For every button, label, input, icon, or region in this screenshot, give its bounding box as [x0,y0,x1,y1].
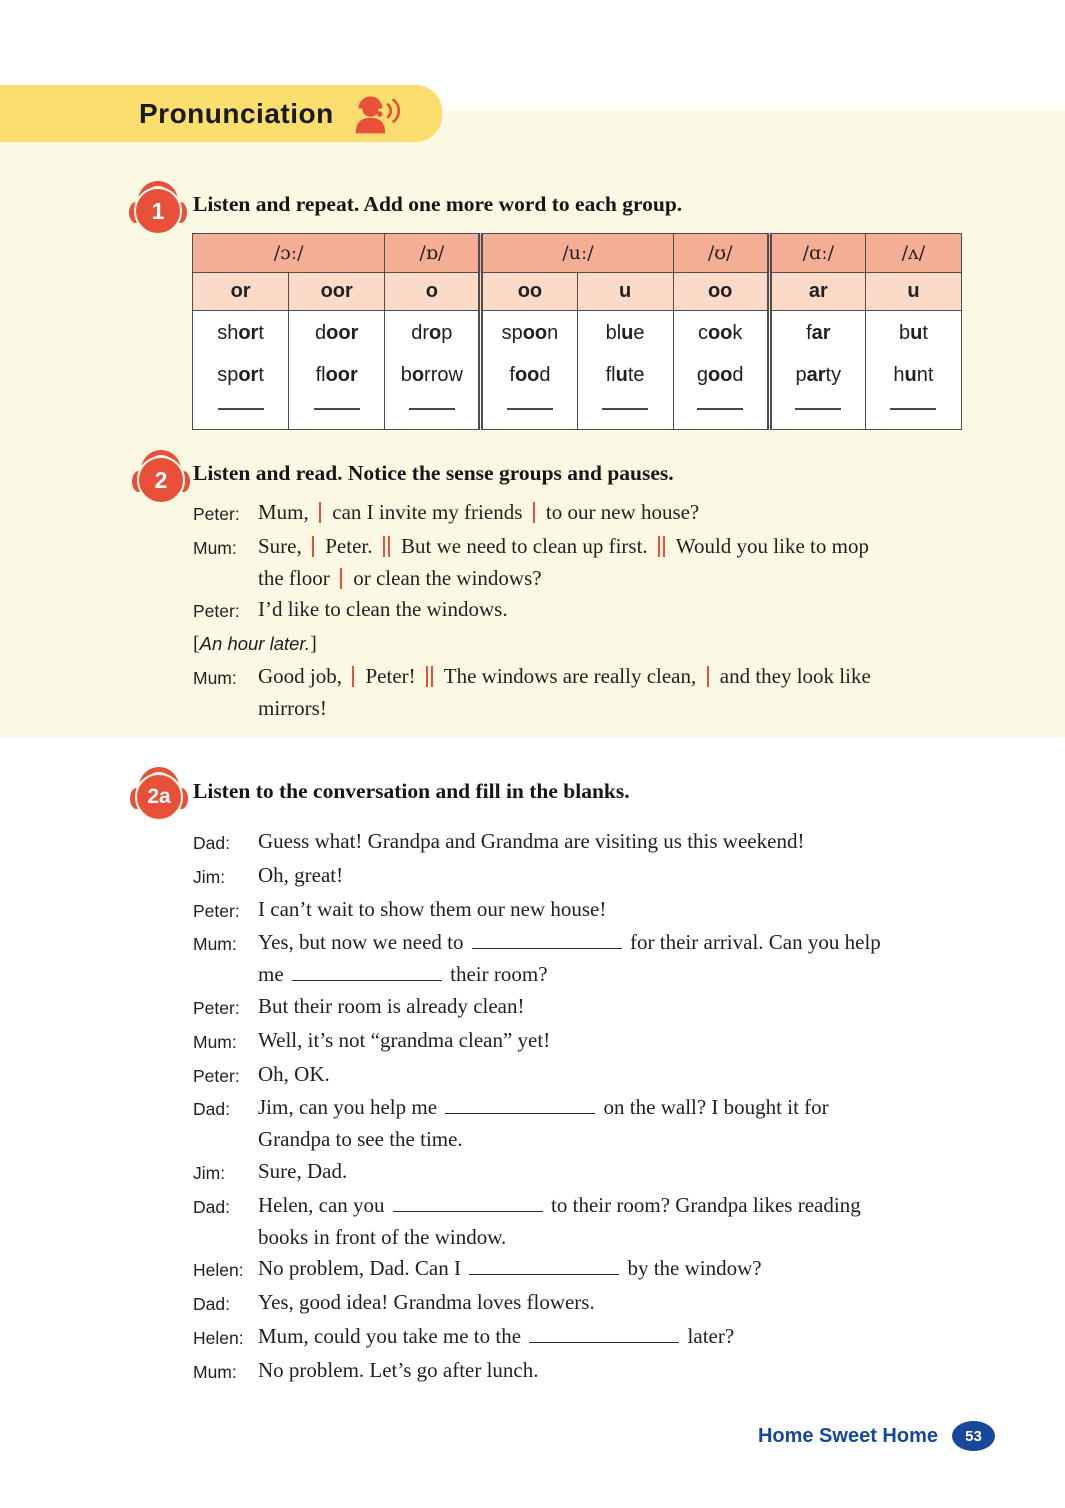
unit-title: Home Sweet Home [757,1424,938,1447]
dialogue-text: No problem, Dad. Can I by the window? [258,1256,762,1281]
example-word: door [315,322,359,344]
dialogue-text: Oh, great! [258,862,344,887]
activity1-headphones-badge [129,181,187,237]
dialogue-line [193,927,909,991]
example-word: floor [315,364,358,386]
activity2-dialogue [193,497,909,725]
example-word: spoon [501,322,559,344]
speaker-label: Mum: [193,1361,237,1382]
activity2-number: 2 [154,466,168,493]
dialogue-line [193,1287,909,1321]
dialogue-text: Guess what! Grandpa and Grandma are visiting us this weekend! [258,829,805,853]
speaker-label: Dad: [193,1196,230,1217]
dialogue-line [193,531,909,595]
dialogue-text: Sure, Peter. But we need to clean up first. Would you like to mop the floor or clean the windows? [258,531,909,595]
page-title: Pronunciation [139,97,334,129]
dialogue-line [193,497,909,531]
pause-mark [707,661,709,693]
speaker-label: Mum: [193,537,237,558]
add-word-blank[interactable] [697,408,743,410]
activity2-headphones-badge [132,450,190,506]
spelling-cell: oo [481,273,577,311]
spelling-cell: o [385,273,481,311]
example-word: good [696,364,744,386]
double-pause-mark [426,661,433,693]
spelling-cell: or [193,273,289,311]
pause-mark [352,661,354,693]
dialogue-text: But their room is already clean! [258,993,525,1018]
footer [758,1421,995,1451]
speaker-label: Mum: [193,934,237,955]
dialogue-line [193,594,909,628]
speaker-label: Peter: [193,1065,240,1086]
activity2-title: Listen and read. Notice the sense groups and pauses. [193,461,674,485]
dialogue-text: Mum, can I invite my friends to our new house? [258,497,909,531]
fill-blank[interactable] [529,1328,679,1343]
phoneme-cell: /ʌ/ [865,234,961,273]
add-word-blank[interactable] [314,408,360,410]
add-word-blank[interactable] [218,408,264,410]
activity2a-dialogue [193,826,909,1389]
pronunciation-banner [0,85,442,142]
dialogue-text: Helen, can you to their room? Grandpa likes reading books in front of the window. [258,1192,861,1249]
spelling-cell: oo [673,273,769,311]
dialogue-text: Jim, can you help me on the wall? I bought it for Grandpa to see the time. [258,1095,829,1152]
page-number-badge [952,1421,995,1451]
double-pause-mark [383,531,390,563]
phoneme-cell: /ɔː/ [193,234,385,273]
spelling-cell: ar [769,273,865,311]
dialogue-line [193,894,909,928]
dialogue-line [193,1092,909,1156]
dialogue-line [193,1321,909,1355]
pause-mark [533,497,535,529]
add-word-blank[interactable] [890,408,936,410]
dialogue-text: Yes, good idea! Grandma loves flowers. [258,1290,595,1315]
example-word: cook [697,322,743,344]
add-word-blank[interactable] [602,408,648,410]
example-word: food [509,364,551,386]
spelling-cell: oor [289,273,385,311]
dialogue-text: I’d like to clean the windows. [258,597,508,622]
fill-blank[interactable] [393,1197,543,1212]
dialogue-text: Mum, could you take me to the later? [258,1323,735,1348]
activity1-number: 1 [151,197,165,224]
speaker-label: Mum: [193,667,237,688]
speaker-label: Peter: [193,997,240,1018]
word-cell [673,311,769,430]
dialogue-line [193,1355,909,1389]
dialogue-line [193,991,909,1025]
speaker-label: Dad: [193,1099,230,1120]
page-number: 53 [965,1427,982,1445]
speaker-label: Jim: [193,1162,226,1183]
activity2a-title: Listen to the conversation and fill in the blanks. [193,779,630,803]
dialogue-text: No problem. Let’s go after lunch. [258,1357,539,1382]
activity2a-headphones-badge [130,767,188,823]
dialogue-text: Sure, Dad. [258,1158,348,1183]
dialogue-line [193,860,909,894]
dialogue-text: Good job, Peter! The windows are really clean, and they look like mirrors! [258,661,909,725]
phoneme-cell: /ɑː/ [769,234,865,273]
speaker-label: Peter: [193,504,240,524]
example-word: far [806,322,831,344]
dialogue-text: I can’t wait to show them our new house! [258,896,607,921]
fill-blank[interactable] [469,1260,619,1275]
example-word: party [795,364,842,386]
word-cell [385,311,481,430]
fill-blank[interactable] [472,934,622,949]
pause-mark [312,531,314,563]
speaker-label: Peter: [193,601,240,622]
example-word: flute [605,364,645,386]
dialogue-text: Oh, OK. [258,1061,330,1086]
add-word-blank[interactable] [507,408,553,410]
dialogue-text: Well, it’s not “grandma clean” yet! [258,1027,551,1052]
fill-blank[interactable] [292,966,442,981]
pause-mark [319,497,321,529]
example-word: hunt [893,364,934,386]
add-word-blank[interactable] [795,408,841,410]
activity1-title: Listen and repeat. Add one more word to each group. [193,192,683,216]
example-word: drop [411,322,453,344]
word-cell [769,311,865,430]
fill-blank[interactable] [445,1099,595,1114]
speaker-label: Jim: [193,866,226,887]
pause-mark [340,563,342,595]
example-word: but [898,322,928,344]
speaker-label: Peter: [193,900,240,921]
add-word-blank[interactable] [409,408,455,410]
dialogue-line [193,1253,909,1287]
stage-direction: [An hour later.] [193,633,317,656]
dialogue-line [193,826,909,860]
word-cell [577,311,673,430]
phoneme-cell: /ɒ/ [385,234,481,273]
headset-speaker-icon [352,93,400,135]
word-cell [193,311,289,430]
phoneme-cell: /ʊ/ [673,234,769,273]
example-word: sport [217,364,264,386]
speaker-label: Dad: [193,1294,230,1315]
spelling-cell: u [577,273,673,311]
speaker-label: Helen: [193,1327,244,1348]
word-cell [289,311,385,430]
dialogue-line [193,1025,909,1059]
example-word: blue [605,322,645,344]
word-cell [865,311,961,430]
word-cell [481,311,577,430]
dialogue-line [193,1190,909,1254]
speaker-label: Mum: [193,1031,237,1052]
spelling-cell: u [865,273,961,311]
phoneme-cell: /uː/ [481,234,673,273]
double-pause-mark [658,531,665,563]
example-word: borrow [400,364,463,386]
speaker-label: Helen: [193,1260,244,1281]
pronunciation-table [192,233,962,430]
dialogue-line [193,1156,909,1190]
dialogue-line [193,1059,909,1093]
example-word: short [217,322,264,344]
speaker-label: Dad: [193,833,230,853]
dialogue-line [193,661,909,725]
dialogue-text: Yes, but now we need to for their arrival. Can you help me their room? [258,930,881,987]
activity2a-number: 2a [147,785,171,808]
